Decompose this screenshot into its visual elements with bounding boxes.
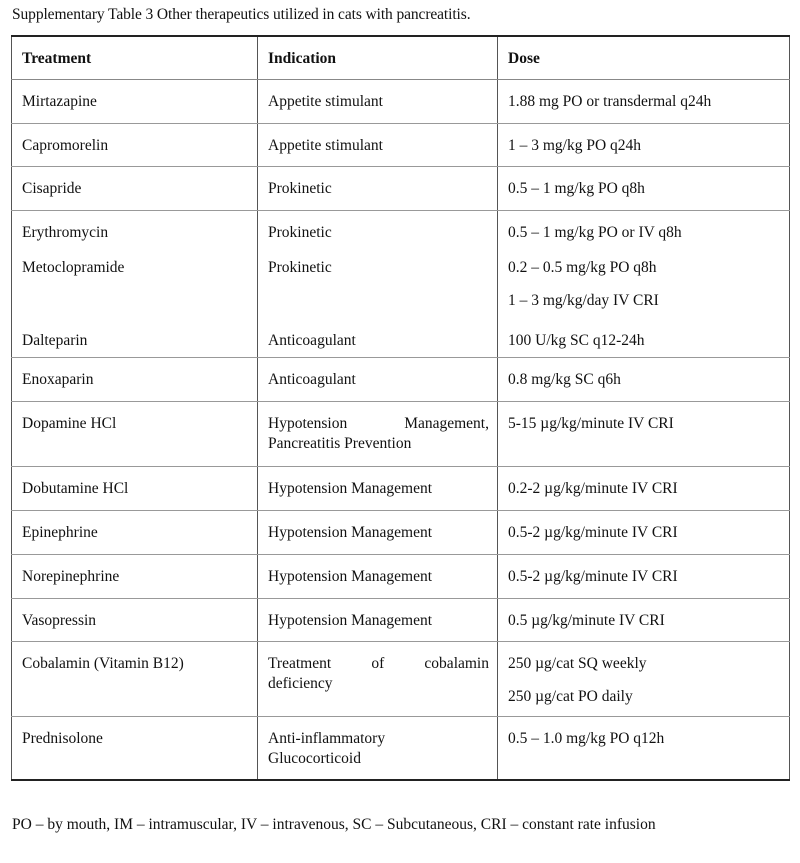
cell-indication: Hypotension Management xyxy=(258,598,498,641)
cell-indication xyxy=(258,716,498,780)
dose-line: 1 – 3 mg/kg/day IV CRI xyxy=(508,292,659,309)
dose-line: 250 µg/cat PO daily xyxy=(508,687,633,705)
dose-line: 250 µg/cat SQ weekly xyxy=(508,654,647,672)
cell-treatment: Prednisolone xyxy=(12,716,258,780)
cell-indication: Anticoagulant xyxy=(258,357,498,401)
table-row xyxy=(12,466,790,510)
table-row xyxy=(12,210,790,246)
cell-dose: 0.5-2 µg/kg/minute IV CRI xyxy=(498,510,790,554)
table-row xyxy=(12,716,790,780)
cell-indication: Appetite stimulant xyxy=(258,123,498,166)
cell-indication: Prokinetic xyxy=(258,210,498,246)
indication-line: Glucocorticoid xyxy=(268,749,361,767)
table-footnote: PO – by mouth, IM – intramuscular, IV – intravenous, SC – Subcutaneous, CRI – constant rate infusion xyxy=(12,816,656,833)
cell-indication: Prokinetic xyxy=(258,246,498,319)
table-header-row xyxy=(12,36,790,79)
table-row xyxy=(12,554,790,598)
cell-dose: 0.5-2 µg/kg/minute IV CRI xyxy=(498,554,790,598)
cell-dose: 5-15 µg/kg/minute IV CRI xyxy=(498,401,790,466)
cell-indication: Hypotension Management xyxy=(258,466,498,510)
cell-treatment: Cisapride xyxy=(12,166,258,210)
table-row xyxy=(12,401,790,466)
cell-indication: Prokinetic xyxy=(258,166,498,210)
cell-treatment: Norepinephrine xyxy=(12,554,258,598)
therapeutics-table xyxy=(11,35,790,781)
cell-dose: 0.8 mg/kg SC q6h xyxy=(498,357,790,401)
table-row xyxy=(12,79,790,123)
cell-treatment: Enoxaparin xyxy=(12,357,258,401)
cell-treatment: Dobutamine HCl xyxy=(12,466,258,510)
cell-dose: 0.5 – 1 mg/kg PO or IV q8h xyxy=(498,210,790,246)
indication-line: Treatment of cobalamin xyxy=(268,654,489,672)
cell-treatment: Vasopressin xyxy=(12,598,258,641)
cell-treatment: Mirtazapine xyxy=(12,79,258,123)
table-row xyxy=(12,319,790,357)
header-indication: Indication xyxy=(258,36,498,79)
cell-indication: Hypotension Management xyxy=(258,554,498,598)
cell-dose xyxy=(498,641,790,716)
cell-dose xyxy=(498,246,790,319)
indication-line: Hypotension Management, xyxy=(268,414,489,432)
cell-indication xyxy=(258,641,498,716)
table-row xyxy=(12,123,790,166)
table-row xyxy=(12,166,790,210)
table-row xyxy=(12,510,790,554)
indication-line: Pancreatitis Prevention xyxy=(268,434,412,452)
indication-line: Anti-inflammatory xyxy=(268,729,386,747)
cell-treatment: Dopamine HCl xyxy=(12,401,258,466)
cell-treatment: Cobalamin (Vitamin B12) xyxy=(12,641,258,716)
cell-indication: Hypotension Management xyxy=(258,510,498,554)
table-row xyxy=(12,246,790,319)
cell-dose: 0.5 – 1 mg/kg PO q8h xyxy=(498,166,790,210)
cell-treatment: Capromorelin xyxy=(12,123,258,166)
cell-indication: Appetite stimulant xyxy=(258,79,498,123)
dose-line: 0.2 – 0.5 mg/kg PO q8h xyxy=(508,259,657,276)
cell-indication xyxy=(258,401,498,466)
table-row xyxy=(12,641,790,716)
cell-treatment: Erythromycin xyxy=(12,210,258,246)
cell-treatment: Dalteparin xyxy=(12,319,258,357)
header-dose: Dose xyxy=(498,36,790,79)
cell-dose: 1 – 3 mg/kg PO q24h xyxy=(498,123,790,166)
table-row xyxy=(12,598,790,641)
table-row xyxy=(12,357,790,401)
cell-dose: 0.5 – 1.0 mg/kg PO q12h xyxy=(498,716,790,780)
cell-indication: Anticoagulant xyxy=(258,319,498,357)
cell-dose: 0.2-2 µg/kg/minute IV CRI xyxy=(498,466,790,510)
cell-dose: 100 U/kg SC q12-24h xyxy=(498,319,790,357)
header-treatment: Treatment xyxy=(12,36,258,79)
cell-dose: 0.5 µg/kg/minute IV CRI xyxy=(498,598,790,641)
cell-treatment: Epinephrine xyxy=(12,510,258,554)
cell-treatment: Metoclopramide xyxy=(12,246,258,319)
indication-line: deficiency xyxy=(268,674,333,692)
cell-dose: 1.88 mg PO or transdermal q24h xyxy=(498,79,790,123)
table-caption: Supplementary Table 3 Other therapeutics utilized in cats with pancreatitis. xyxy=(12,6,471,23)
